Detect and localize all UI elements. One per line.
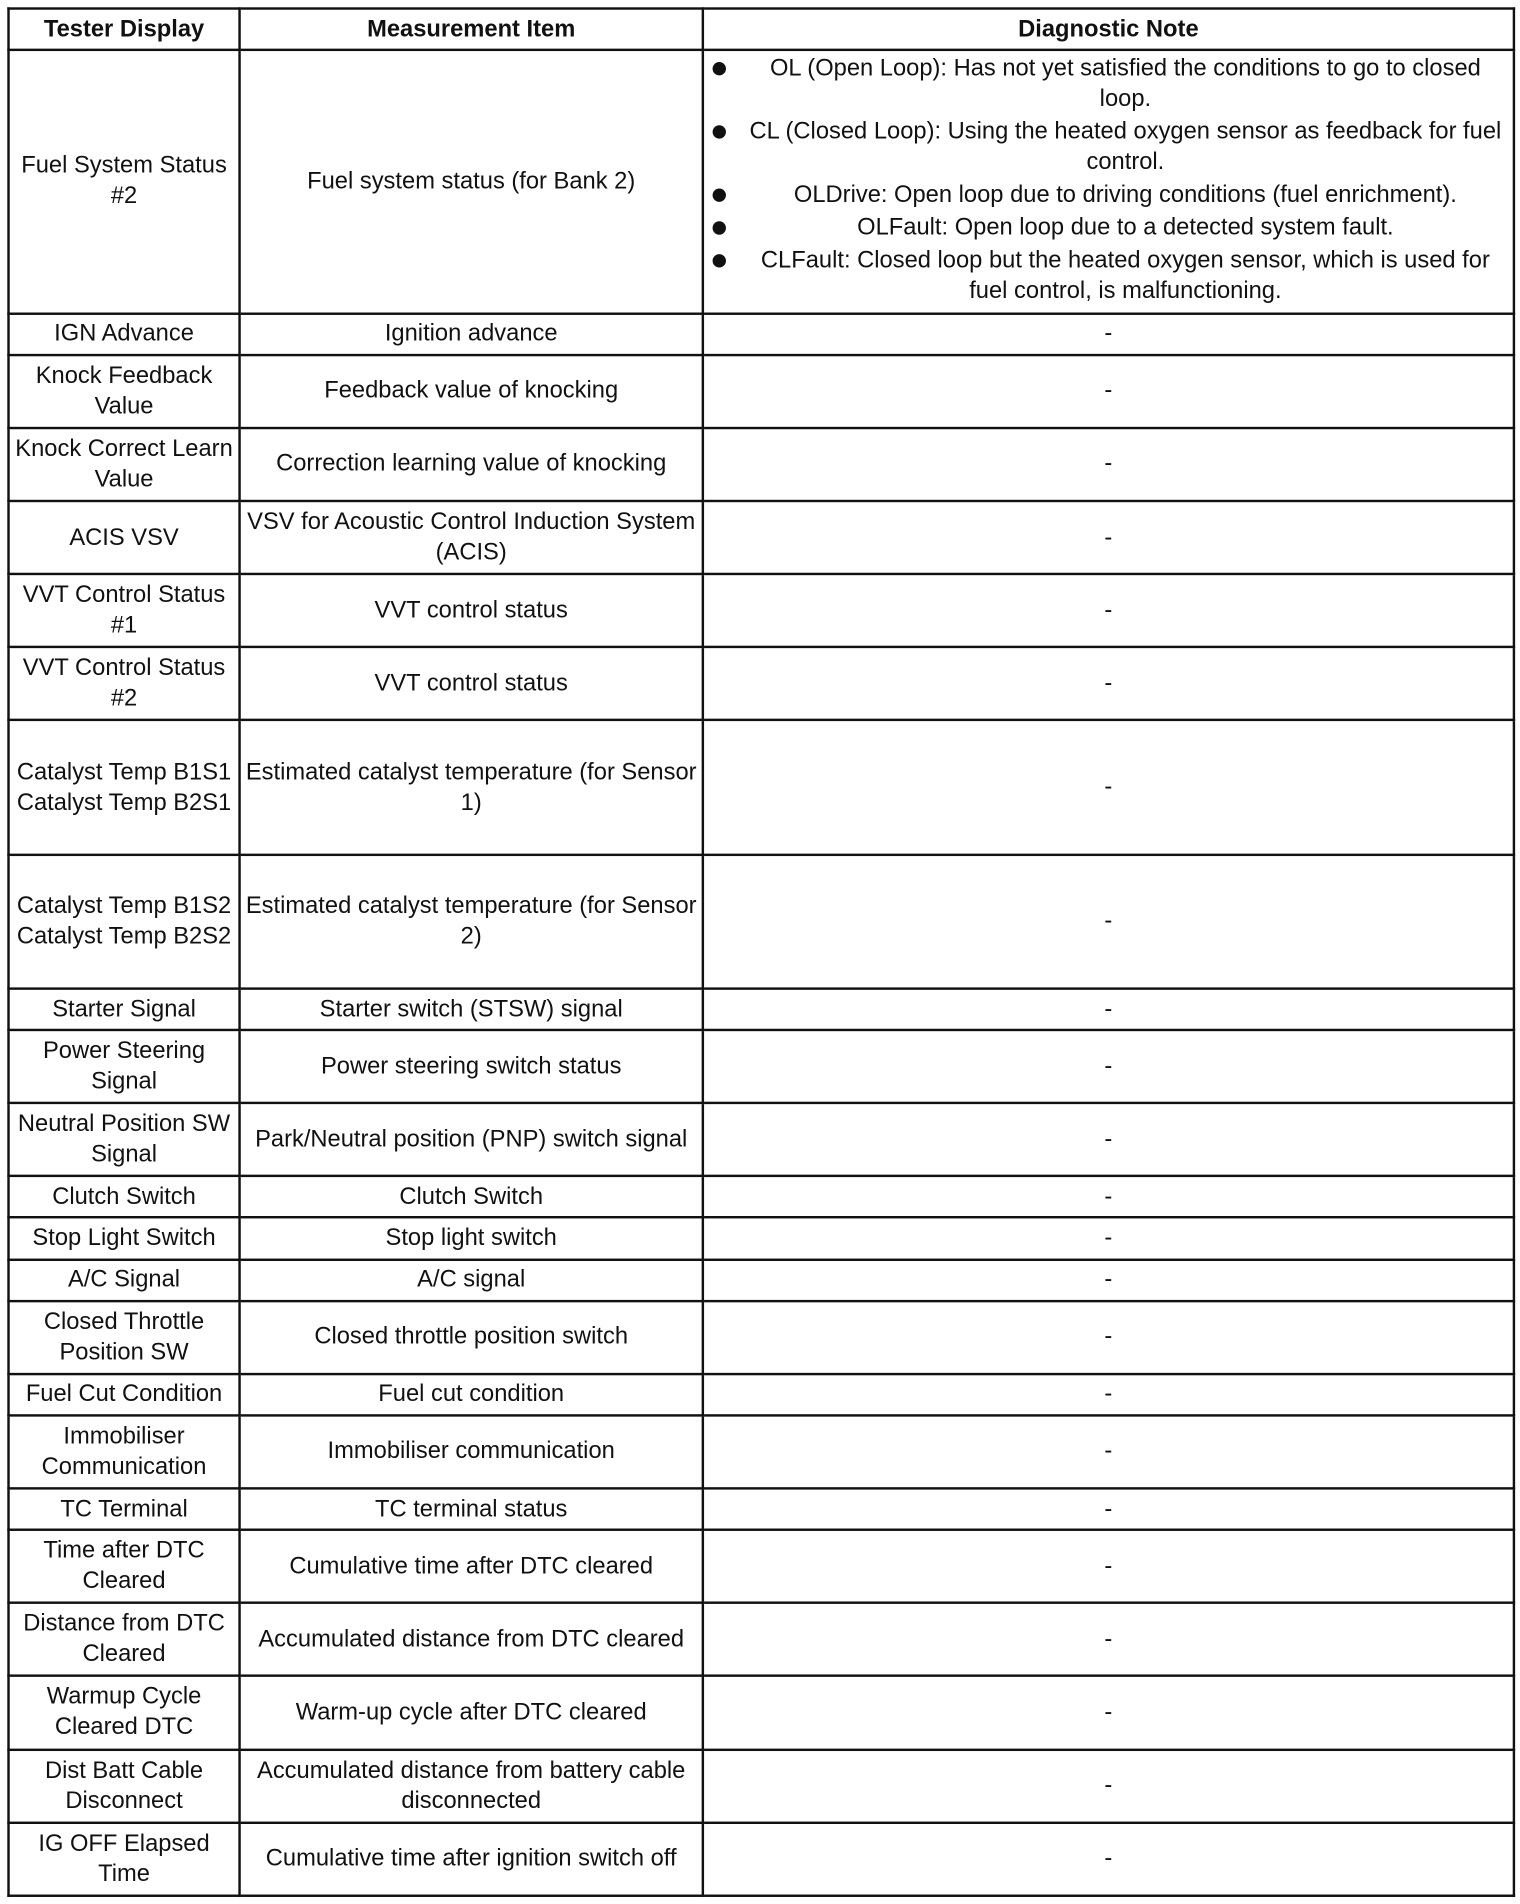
header-measurement-item: Measurement Item [240, 9, 703, 50]
measurement-item-cell: VVT control status [240, 574, 703, 647]
table-row [9, 1218, 1514, 1259]
tester-display-cell: Distance from DTC Cleared [9, 1603, 240, 1676]
measurement-item-cell: Accumulated distance from DTC cleared [240, 1603, 703, 1676]
measurement-item-cell: A/C signal [240, 1259, 703, 1300]
tester-display-cell: TC Terminal [9, 1488, 240, 1529]
measurement-item-cell: Warm-up cycle after DTC cleared [240, 1676, 703, 1749]
tester-display-cell: Neutral Position SW Signal [9, 1103, 240, 1176]
measurement-item-cell: Estimated catalyst temperature (for Sensor 1) [240, 720, 703, 854]
measurement-item-cell: Feedback value of knocking [240, 355, 703, 428]
diagnostic-note-cell: - [703, 1301, 1514, 1374]
measurement-item-cell: VSV for Acoustic Control Induction System (ACIS) [240, 501, 703, 574]
measurement-item-cell: VVT control status [240, 647, 703, 720]
list-item: CL (Closed Loop): Using the heated oxygen sensor as feedback for fuel control. [709, 117, 1508, 178]
tester-display-cell: Starter Signal [9, 989, 240, 1030]
table-row [9, 1603, 1514, 1676]
tester-display-cell: ACIS VSV [9, 501, 240, 574]
tester-display-cell: Clutch Switch [9, 1176, 240, 1217]
measurement-item-cell: TC terminal status [240, 1488, 703, 1529]
table-row [9, 1415, 1514, 1488]
measurement-item-cell: Cumulative time after DTC cleared [240, 1530, 703, 1603]
measurement-item-cell: Fuel system status (for Bank 2) [240, 50, 703, 313]
table-row [9, 1676, 1514, 1749]
diagnostic-note-cell: - [703, 1374, 1514, 1415]
table-row [9, 1822, 1514, 1895]
tester-display-cell: Knock Correct Learn Value [9, 428, 240, 501]
tester-display-cell: Immobiliser Communication [9, 1415, 240, 1488]
table-row [9, 647, 1514, 720]
measurement-item-cell: Accumulated distance from battery cable disconnected [240, 1749, 703, 1822]
tester-display-cell: Fuel Cut Condition [9, 1374, 240, 1415]
diagnostic-note-cell: - [703, 854, 1514, 988]
diagnostic-note-cell: - [703, 1103, 1514, 1176]
tester-display-cell: Warmup Cycle Cleared DTC [9, 1676, 240, 1749]
measurement-item-cell: Clutch Switch [240, 1176, 703, 1217]
table-row [9, 1374, 1514, 1415]
tester-display-cell: A/C Signal [9, 1259, 240, 1300]
tester-display-cell: Catalyst Temp B1S2 Catalyst Temp B2S2 [9, 854, 240, 988]
header-diagnostic-note: Diagnostic Note [703, 9, 1514, 50]
list-item: OLFault: Open loop due to a detected system fault. [709, 213, 1508, 243]
diagnostic-note-cell: - [703, 1822, 1514, 1895]
table-row [9, 989, 1514, 1030]
table-row [9, 1301, 1514, 1374]
tester-display-cell: IG OFF Elapsed Time [9, 1822, 240, 1895]
diagnostic-note-cell [703, 50, 1514, 313]
table-row [9, 574, 1514, 647]
tester-display-cell: Time after DTC Cleared [9, 1530, 240, 1603]
diagnostic-note-cell: - [703, 1218, 1514, 1259]
measurement-item-cell: Ignition advance [240, 313, 703, 354]
tester-display-cell: Catalyst Temp B1S1 Catalyst Temp B2S1 [9, 720, 240, 854]
table-row [9, 720, 1514, 854]
table-row [9, 501, 1514, 574]
table-row [9, 50, 1514, 313]
tester-data-table [7, 7, 1515, 1897]
diagnostic-note-cell: - [703, 1176, 1514, 1217]
table-row [9, 355, 1514, 428]
measurement-item-cell: Power steering switch status [240, 1030, 703, 1103]
measurement-item-cell: Estimated catalyst temperature (for Sensor 2) [240, 854, 703, 988]
tester-display-cell: VVT Control Status #1 [9, 574, 240, 647]
diagnostic-note-cell: - [703, 1030, 1514, 1103]
header-row [9, 9, 1514, 50]
diagnostic-note-cell: - [703, 1530, 1514, 1603]
measurement-item-cell: Immobiliser communication [240, 1415, 703, 1488]
measurement-item-cell: Starter switch (STSW) signal [240, 989, 703, 1030]
table-row [9, 1749, 1514, 1822]
measurement-item-cell: Fuel cut condition [240, 1374, 703, 1415]
diagnostic-note-list [709, 54, 1508, 307]
tester-display-cell: Knock Feedback Value [9, 355, 240, 428]
list-item: OL (Open Loop): Has not yet satisfied the conditions to go to closed loop. [709, 54, 1508, 115]
list-item: OLDrive: Open loop due to driving conditions (fuel enrichment). [709, 180, 1508, 210]
table-row [9, 1103, 1514, 1176]
diagnostic-note-cell: - [703, 647, 1514, 720]
measurement-item-cell: Park/Neutral position (PNP) switch signal [240, 1103, 703, 1176]
tester-display-cell: Stop Light Switch [9, 1218, 240, 1259]
header-tester-display: Tester Display [9, 9, 240, 50]
diagnostic-note-cell: - [703, 1415, 1514, 1488]
table-row [9, 1030, 1514, 1103]
table-row [9, 1488, 1514, 1529]
diagnostic-note-cell: - [703, 355, 1514, 428]
tester-display-cell: Dist Batt Cable Disconnect [9, 1749, 240, 1822]
measurement-item-cell: Cumulative time after ignition switch off [240, 1822, 703, 1895]
measurement-item-cell: Stop light switch [240, 1218, 703, 1259]
tester-display-cell: VVT Control Status #2 [9, 647, 240, 720]
table-row [9, 1176, 1514, 1217]
diagnostic-note-cell: - [703, 989, 1514, 1030]
diagnostic-note-cell: - [703, 313, 1514, 354]
table-row [9, 1530, 1514, 1603]
diagnostic-note-cell: - [703, 1603, 1514, 1676]
table-row [9, 1259, 1514, 1300]
table-row [9, 854, 1514, 988]
diagnostic-note-cell: - [703, 1488, 1514, 1529]
tester-display-cell: Closed Throttle Position SW [9, 1301, 240, 1374]
table-row [9, 428, 1514, 501]
diagnostic-note-cell: - [703, 720, 1514, 854]
measurement-item-cell: Closed throttle position switch [240, 1301, 703, 1374]
tester-display-cell: IGN Advance [9, 313, 240, 354]
list-item: CLFault: Closed loop but the heated oxygen sensor, which is used for fuel control, is malfunctioning. [709, 246, 1508, 307]
table-row [9, 313, 1514, 354]
diagnostic-note-cell: - [703, 1676, 1514, 1749]
tester-display-cell: Fuel System Status #2 [9, 50, 240, 313]
measurement-item-cell: Correction learning value of knocking [240, 428, 703, 501]
diagnostic-note-cell: - [703, 501, 1514, 574]
diagnostic-note-cell: - [703, 1749, 1514, 1822]
diagnostic-note-cell: - [703, 574, 1514, 647]
diagnostic-note-cell: - [703, 428, 1514, 501]
tester-display-cell: Power Steering Signal [9, 1030, 240, 1103]
diagnostic-note-cell: - [703, 1259, 1514, 1300]
